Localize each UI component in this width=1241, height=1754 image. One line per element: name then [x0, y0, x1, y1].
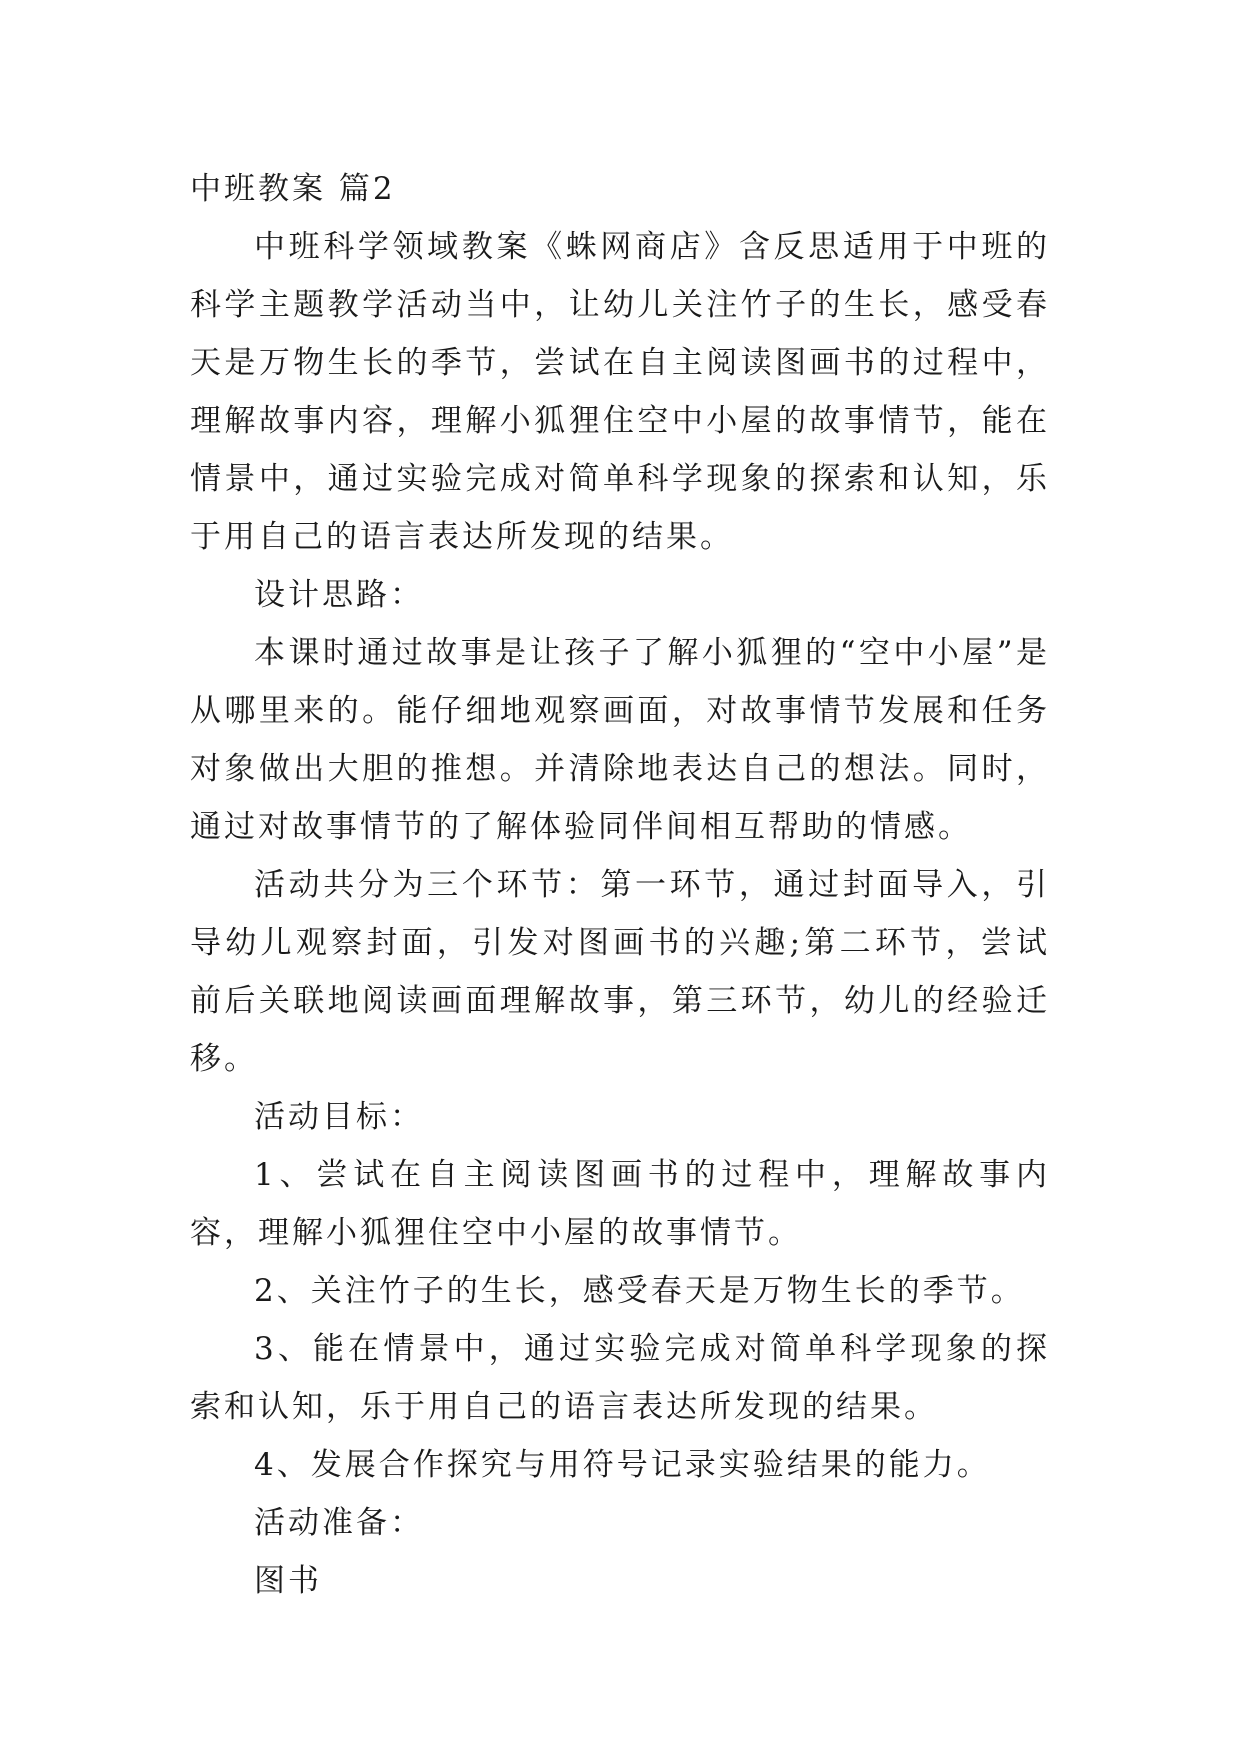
design-paragraph: 本课时通过故事是让孩子了解小狐狸的“空中小屋”是从哪里来的。能仔细地观察画面，对故事情节发展和任务对象做出大胆的推想。并清除地表达自己的想法。同时，通过对故事情节的了解体验同伴间相互帮助的情感。	[190, 635, 1050, 845]
document-body	[190, 160, 1050, 1610]
goal-item-4: 4、发展合作探究与用符号记录实验结果的能力。	[254, 1447, 991, 1483]
goal-item-1: 1、尝试在自主阅读图画书的过程中，理解故事内容，理解小狐狸住空中小屋的故事情节。	[190, 1157, 1050, 1251]
section-heading-design: 设计思路：	[254, 577, 424, 613]
document-title: 中班教案 篇2	[190, 171, 396, 207]
activity-structure-paragraph: 活动共分为三个环节：第一环节，通过封面导入，引导幼儿观察封面，引发对图画书的兴趣;第二环节，尝试前后关联地阅读画面理解故事，第三环节，幼儿的经验迁移。	[190, 867, 1050, 1077]
preparation-item: 图书	[254, 1563, 322, 1599]
section-heading-preparation: 活动准备：	[254, 1505, 424, 1541]
goal-item-3: 3、能在情景中，通过实验完成对简单科学现象的探索和认知，乐于用自己的语言表达所发现的结果。	[190, 1331, 1050, 1425]
section-heading-goals: 活动目标：	[254, 1099, 424, 1135]
goal-item-2: 2、关注竹子的生长，感受春天是万物生长的季节。	[254, 1273, 1025, 1309]
intro-paragraph: 中班科学领域教案《蛛网商店》含反思适用于中班的科学主题教学活动当中，让幼儿关注竹子的生长，感受春天是万物生长的季节，尝试在自主阅读图画书的过程中，理解故事内容，理解小狐狸住空中小屋的故事情节，能在情景中，通过实验完成对简单科学现象的探索和认知，乐于用自己的语言表达所发现的结果。	[190, 229, 1050, 555]
